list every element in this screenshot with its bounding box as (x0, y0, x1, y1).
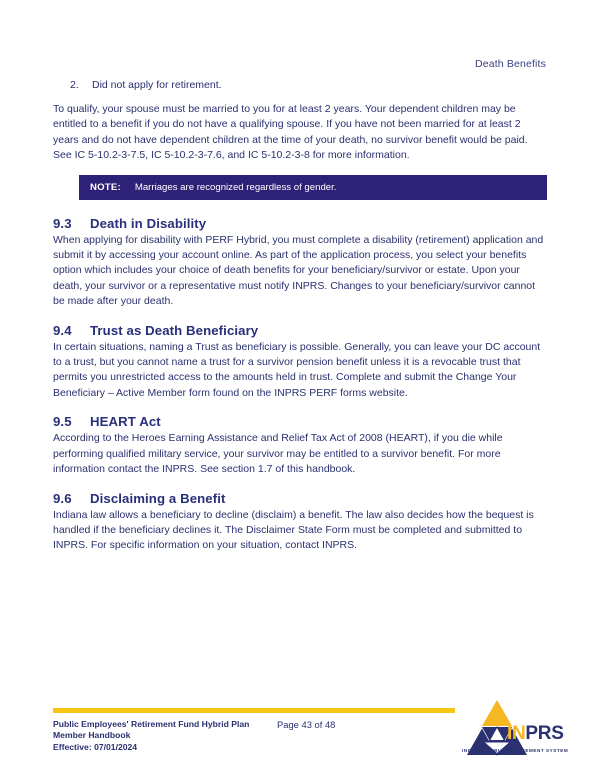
footer (53, 719, 453, 753)
section-title: Death in Disability (90, 215, 207, 231)
section-heading-9-3 (53, 216, 547, 231)
logo-tagline: INDIANA PUBLIC RETIREMENT SYSTEM (462, 748, 569, 753)
section-number: 9.4 (53, 322, 72, 338)
section-number: 9.6 (53, 490, 72, 506)
list-item-label: Did not apply for retirement. (92, 79, 222, 91)
section-title: HEART Act (90, 414, 161, 430)
note-text: Marriages are recognized regardless of gender. (134, 181, 337, 193)
section-heading-9-4 (53, 323, 547, 338)
footer-divider (53, 708, 455, 713)
logo-wordmark (507, 724, 564, 743)
logo-wordmark-prs: PRS (525, 723, 564, 744)
note-label: NOTE: (90, 181, 121, 193)
list-item (53, 78, 547, 93)
section-heading-9-6 (53, 491, 547, 506)
section-number: 9.5 (53, 414, 72, 430)
running-header-title: Death Benefits (475, 58, 546, 70)
footer-line-2: Member Handbook (53, 730, 131, 741)
footer-line-3: Effective: 07/01/2024 (53, 741, 138, 752)
section-body-9-6: Indiana law allows a beneficiary to decline (disclaim) a benefit. The law also decides how the bequest is handled if the beneficiary declines it. The Disclaimer State Form must be completed and submitted to INPRS. For specific information on your situation, contact INPRS. (53, 508, 534, 552)
section-number: 9.3 (53, 215, 72, 231)
intro-paragraph: To qualify, your spouse must be married to you for at least 2 years. Your dependent children may be entitled to a benefit if you do not have a qualifying spouse. If you have not been married for at least 2 years and do not have dependent children at the time of your death, no survivor benefit would be paid. See IC 5-10.2-3-7.5, IC 5-10.2-3-7.6, and IC 5-10.2-3-8 for more information. (53, 103, 528, 162)
page-content (53, 78, 547, 563)
list-item-number: 2. (70, 79, 79, 91)
section-body-9-5: According to the Heroes Earning Assistance and Relief Tax Act of 2008 (HEART), if you die while performing qualified military service, your survivor may be entitled to a survivor benefit. For more information contact the INPRS. See section 1.7 of this handbook. (53, 432, 503, 476)
footer-line-1: Public Employees' Retirement Fund Hybrid Plan (53, 719, 250, 729)
section-body-9-3: When applying for disability with PERF Hybrid, you must complete a disability (retirement) application and submit it by accessing your account online. As part of the application process, you select your benefits option which includes your choice of death benefits for your beneficiary/survivor or estate. Upon your death, your survivor or a representative must notify INPRS. Changes to your beneficiary/survivor cannot be made after your death. (53, 233, 544, 308)
logo-wordmark-in: IN (507, 723, 526, 744)
section-title: Trust as Death Beneficiary (90, 322, 259, 338)
note-callout (79, 175, 547, 200)
page-number: Page 43 of 48 (277, 719, 336, 730)
footer-document-title (53, 719, 277, 753)
section-body-9-4: In certain situations, naming a Trust as beneficiary is possible. Generally, you can leave your DC account to a trust, but you cannot name a trust for a survivor pension benefit unless it is a revocable trust that permits you unrestricted access to the amounts held in trust. Complete and submit the Change Your Beneficiary – Active Member form found on the INPRS PERF forms website. (53, 340, 541, 399)
section-title: Disclaiming a Benefit (90, 490, 226, 506)
inprs-logo (460, 698, 572, 764)
section-heading-9-5 (53, 414, 547, 429)
